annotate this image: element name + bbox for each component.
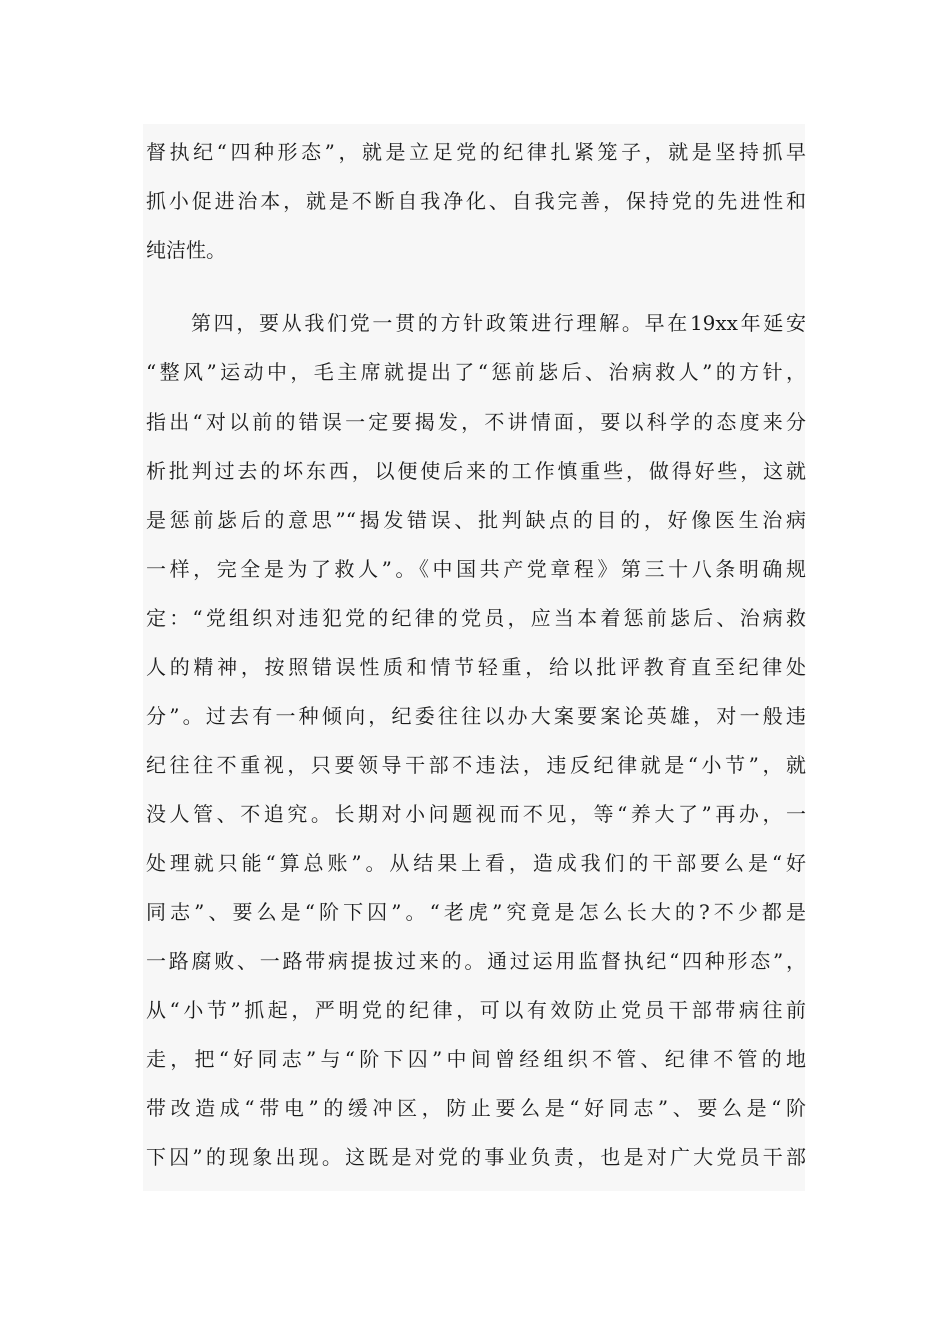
paragraph-line: 定：“党组织对违犯党的纪律的党员，应当本着惩前毖后、治病救 [146, 606, 806, 630]
paragraph-line: 同志”、要么是“阶下囚”。“老虎”究竟是怎么长大的?不少都是 [146, 900, 806, 924]
paragraph-line: 纪往往不重视，只要领导干部不违法，违反纪律就是“小节”，就 [146, 753, 806, 777]
paragraph-line: 指出“对以前的错误一定要揭发，不讲情面，要以科学的态度来分 [146, 410, 806, 434]
paragraph-line: 督执纪“四种形态”，就是立足党的纪律扎紧笼子，就是坚持抓早 [146, 140, 806, 164]
paragraph-line: “整风”运动中，毛主席就提出了“惩前毖后、治病救人”的方针， [146, 360, 806, 384]
paragraph-line: 分”。过去有一种倾向，纪委往往以办大案要案论英雄，对一般违 [146, 704, 806, 728]
paragraph-line: 一路腐败、一路带病提拔过来的。通过运用监督执纪“四种形态”， [146, 949, 806, 973]
paragraph-line: 没人管、不追究。长期对小问题视而不见，等“养大了”再办，一 [146, 802, 806, 826]
paragraph-line: 是惩前毖后的意思”“揭发错误、批判缺点的目的，好像医生治病 [146, 508, 806, 532]
paragraph-line: 人的精神，按照错误性质和情节轻重，给以批评教育直至纪律处 [146, 655, 806, 679]
paragraph-line: 析批判过去的坏东西，以便使后来的工作慎重些，做得好些，这就 [146, 459, 806, 483]
paragraph-line: 第四，要从我们党一贯的方针政策进行理解。早在19xx年延安 [191, 311, 806, 335]
paragraph-line: 走，把“好同志”与“阶下囚”中间曾经组织不管、纪律不管的地 [146, 1047, 806, 1071]
paragraph-line: 抓小促进治本，就是不断自我净化、自我完善，保持党的先进性和 [146, 189, 806, 213]
paragraph-line: 下囚”的现象出现。这既是对党的事业负责，也是对广大党员干部 [146, 1145, 806, 1169]
paragraph-line: 一样，完全是为了救人”。《中国共产党章程》第三十八条明确规 [146, 557, 806, 581]
paragraph-line: 纯洁性。 [146, 238, 226, 262]
paragraph-line: 处理就只能“算总账”。从结果上看，造成我们的干部要么是“好 [146, 851, 806, 875]
paragraph-line: 从“小节”抓起，严明党的纪律，可以有效防止党员干部带病往前 [146, 998, 806, 1022]
paragraph-line: 带改造成“带电”的缓冲区，防止要么是“好同志”、要么是“阶 [146, 1096, 806, 1120]
